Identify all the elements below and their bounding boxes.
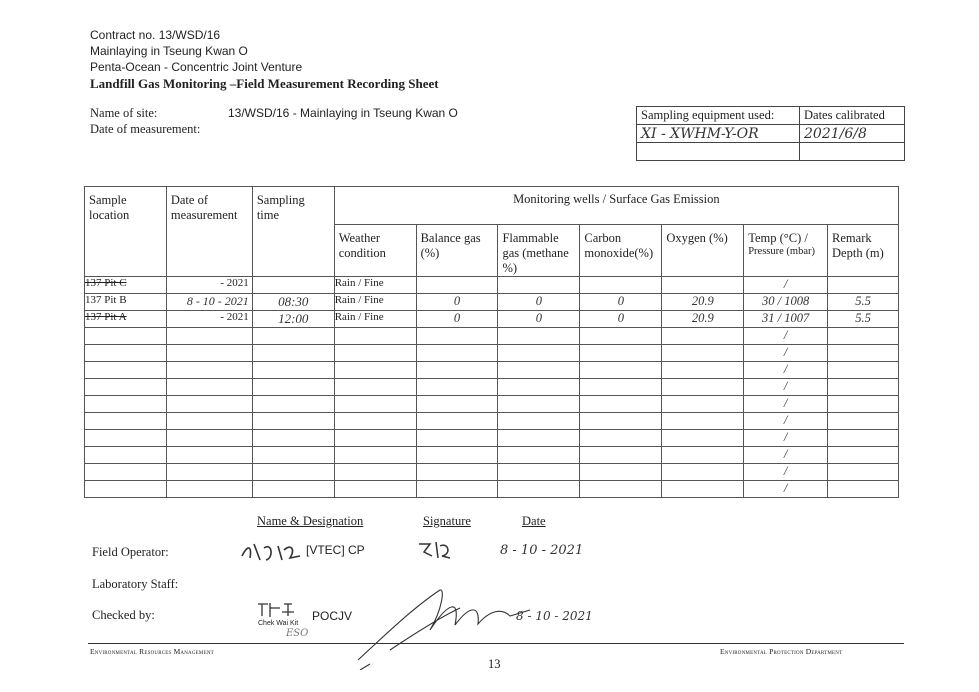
equipment-empty-cell xyxy=(637,143,800,161)
empty-cell xyxy=(334,413,416,430)
empty-cell xyxy=(498,379,580,396)
row-time xyxy=(252,277,334,294)
row-temp-pressure: / xyxy=(744,362,828,379)
empty-cell xyxy=(580,379,662,396)
empty-cell xyxy=(662,362,744,379)
row-remark xyxy=(828,277,899,294)
row-location: 137 Pit A xyxy=(85,311,167,328)
empty-cell xyxy=(662,413,744,430)
empty-cell xyxy=(252,345,334,362)
checked-by-label: Checked by: xyxy=(92,608,155,622)
measurement-date-label: Date of measurement: xyxy=(90,122,201,136)
empty-cell xyxy=(416,345,498,362)
empty-row xyxy=(85,362,899,379)
row-temp-pressure: 31 / 1007 xyxy=(744,311,828,328)
empty-cell xyxy=(85,464,167,481)
equipment-header: Sampling equipment used: xyxy=(637,107,800,125)
empty-cell xyxy=(166,430,252,447)
empty-cell xyxy=(416,362,498,379)
empty-cell xyxy=(416,464,498,481)
empty-cell xyxy=(416,481,498,498)
empty-row xyxy=(85,345,899,362)
header-date-of-measurement: Date of measurement xyxy=(166,187,252,277)
laboratory-staff-label: Laboratory Staff: xyxy=(92,577,179,591)
page-number: 13 xyxy=(488,657,501,671)
empty-cell xyxy=(252,328,334,345)
header-flammable-gas: Flammable gas (methane %) xyxy=(498,225,580,277)
empty-cell xyxy=(252,464,334,481)
empty-row xyxy=(85,328,899,345)
checked-by-chinese-name xyxy=(256,600,296,620)
empty-cell xyxy=(85,481,167,498)
empty-cell xyxy=(580,464,662,481)
empty-cell xyxy=(166,379,252,396)
row-temp-pressure: / xyxy=(744,277,828,294)
row-oxygen: 20.9 xyxy=(662,311,744,328)
row-flammable: 0 xyxy=(498,311,580,328)
empty-cell xyxy=(252,430,334,447)
empty-cell xyxy=(252,362,334,379)
row-temp-pressure: / xyxy=(744,345,828,362)
empty-cell xyxy=(662,345,744,362)
row-oxygen xyxy=(662,277,744,294)
empty-cell xyxy=(334,481,416,498)
empty-cell xyxy=(85,413,167,430)
header-temp-pressure xyxy=(744,225,828,277)
header-remark-depth xyxy=(828,225,899,277)
empty-cell xyxy=(252,396,334,413)
empty-cell xyxy=(580,430,662,447)
page-title: Landfill Gas Monitoring –Field Measurement Recording Sheet xyxy=(90,76,439,91)
row-remark: 5.5 xyxy=(828,311,899,328)
signature-heading: Signature xyxy=(423,514,471,528)
empty-cell xyxy=(252,447,334,464)
row-flammable: 0 xyxy=(498,294,580,311)
row-balance: 0 xyxy=(416,294,498,311)
header-monitoring-group: Monitoring wells / Surface Gas Emission xyxy=(334,187,898,225)
checked-by-organisation: POCJV xyxy=(312,609,353,623)
empty-cell xyxy=(828,430,899,447)
empty-row xyxy=(85,379,899,396)
empty-cell xyxy=(828,345,899,362)
empty-cell xyxy=(662,396,744,413)
empty-row xyxy=(85,413,899,430)
field-operator-label: Field Operator: xyxy=(92,545,169,559)
empty-cell xyxy=(580,413,662,430)
name-designation-heading: Name & Designation xyxy=(257,514,364,528)
empty-cell xyxy=(828,464,899,481)
date-heading: Date xyxy=(522,514,546,528)
empty-cell xyxy=(828,413,899,430)
row-temp-pressure: / xyxy=(744,447,828,464)
empty-cell xyxy=(498,345,580,362)
empty-cell xyxy=(334,430,416,447)
equipment-table xyxy=(636,106,905,161)
field-operator-handwritten-name xyxy=(238,538,306,564)
empty-cell xyxy=(334,379,416,396)
calibrated-header: Dates calibrated xyxy=(800,107,905,125)
header-remark: Remark xyxy=(832,231,872,245)
empty-cell xyxy=(416,430,498,447)
empty-cell xyxy=(580,481,662,498)
field-operator-signature xyxy=(416,538,456,562)
empty-cell xyxy=(662,328,744,345)
checked-by-english-name: Chek Wai Kit xyxy=(258,620,299,627)
row-co xyxy=(580,277,662,294)
measurement-table xyxy=(84,186,899,498)
empty-cell xyxy=(166,413,252,430)
empty-row xyxy=(85,396,899,413)
empty-cell xyxy=(85,379,167,396)
empty-cell xyxy=(580,328,662,345)
empty-cell xyxy=(828,447,899,464)
empty-cell xyxy=(252,413,334,430)
row-temp-pressure: / xyxy=(744,328,828,345)
header-balance-gas: Balance gas (%) xyxy=(416,225,498,277)
empty-cell xyxy=(498,481,580,498)
footer-right: Environmental Protection Department xyxy=(720,647,843,656)
row-date: - 2021 xyxy=(166,311,252,328)
empty-cell xyxy=(334,362,416,379)
empty-cell xyxy=(498,362,580,379)
empty-cell xyxy=(334,345,416,362)
table-row xyxy=(85,311,899,328)
empty-cell xyxy=(828,328,899,345)
field-operator-designation: [VTEC] CP xyxy=(306,543,365,557)
empty-cell xyxy=(498,396,580,413)
empty-cell xyxy=(166,396,252,413)
empty-cell xyxy=(334,464,416,481)
empty-cell xyxy=(580,396,662,413)
row-flammable xyxy=(498,277,580,294)
empty-row xyxy=(85,481,899,498)
header-depth: Depth (m) xyxy=(832,246,884,260)
header-oxygen: Oxygen (%) xyxy=(662,225,744,277)
empty-cell xyxy=(166,362,252,379)
row-temp-pressure: / xyxy=(744,464,828,481)
empty-cell xyxy=(416,396,498,413)
row-temp-pressure: / xyxy=(744,396,828,413)
row-weather: Rain / Fine xyxy=(334,311,416,328)
empty-cell xyxy=(334,328,416,345)
row-balance xyxy=(416,277,498,294)
empty-cell xyxy=(662,464,744,481)
empty-cell xyxy=(416,447,498,464)
row-co: 0 xyxy=(580,311,662,328)
empty-cell xyxy=(85,328,167,345)
empty-cell xyxy=(828,396,899,413)
empty-cell xyxy=(416,328,498,345)
empty-cell xyxy=(166,464,252,481)
empty-cell xyxy=(85,430,167,447)
site-name-label: Name of site: xyxy=(90,106,158,120)
empty-cell xyxy=(828,362,899,379)
empty-cell xyxy=(166,328,252,345)
contract-number: Contract no. 13/WSD/16 xyxy=(90,28,221,42)
empty-cell xyxy=(252,481,334,498)
empty-cell xyxy=(662,430,744,447)
row-remark: 5.5 xyxy=(828,294,899,311)
header-sample-location: Sample location xyxy=(85,187,167,277)
row-temp-pressure: 30 / 1008 xyxy=(744,294,828,311)
header-sampling-time: Sampling time xyxy=(252,187,334,277)
empty-cell xyxy=(828,481,899,498)
row-oxygen: 20.9 xyxy=(662,294,744,311)
contractor-name: Penta-Ocean - Concentric Joint Venture xyxy=(90,60,303,74)
row-weather: Rain / Fine xyxy=(334,277,416,294)
empty-cell xyxy=(498,328,580,345)
calibrated-value: 2021/6/8 xyxy=(800,125,905,143)
header-weather: Weather condition xyxy=(334,225,416,277)
row-location: 137 Pit C xyxy=(85,277,167,294)
empty-cell xyxy=(662,481,744,498)
checked-by-signature xyxy=(350,580,540,670)
row-balance: 0 xyxy=(416,311,498,328)
row-temp-pressure: / xyxy=(744,481,828,498)
row-time: 12:00 xyxy=(252,311,334,328)
footer-rule xyxy=(88,643,904,644)
empty-cell xyxy=(498,413,580,430)
footer-left: Environmental Resources Management xyxy=(90,647,214,656)
row-temp-pressure: / xyxy=(744,430,828,447)
row-weather: Rain / Fine xyxy=(334,294,416,311)
table-row xyxy=(85,294,899,311)
empty-row xyxy=(85,464,899,481)
equipment-value: XI - XWHM-Y-OR xyxy=(637,125,800,143)
table-row xyxy=(85,277,899,294)
empty-cell xyxy=(416,413,498,430)
checked-by-date: 8 - 10 - 2021 xyxy=(516,609,593,623)
empty-cell xyxy=(334,396,416,413)
row-co: 0 xyxy=(580,294,662,311)
empty-cell xyxy=(166,447,252,464)
calibrated-empty-cell xyxy=(800,143,905,161)
empty-cell xyxy=(580,345,662,362)
empty-cell xyxy=(85,396,167,413)
empty-cell xyxy=(580,362,662,379)
empty-cell xyxy=(85,447,167,464)
empty-cell xyxy=(252,379,334,396)
empty-cell xyxy=(498,430,580,447)
header-temp: Temp (°C) / xyxy=(748,231,808,245)
empty-cell xyxy=(662,379,744,396)
checked-by-note: ESO xyxy=(286,628,309,639)
empty-cell xyxy=(416,379,498,396)
empty-cell xyxy=(828,379,899,396)
empty-cell xyxy=(85,345,167,362)
row-date: 8 - 10 - 2021 xyxy=(166,294,252,311)
empty-cell xyxy=(662,447,744,464)
row-temp-pressure: / xyxy=(744,413,828,430)
empty-cell xyxy=(334,447,416,464)
site-name-value: 13/WSD/16 - Mainlaying in Tseung Kwan O xyxy=(228,106,458,120)
empty-cell xyxy=(166,481,252,498)
empty-cell xyxy=(498,464,580,481)
row-location: 137 Pit B xyxy=(85,294,167,311)
header-carbon-monoxide: Carbon monoxide(%) xyxy=(580,225,662,277)
empty-row xyxy=(85,447,899,464)
row-temp-pressure: / xyxy=(744,379,828,396)
empty-cell xyxy=(580,447,662,464)
project-name: Mainlaying in Tseung Kwan O xyxy=(90,44,248,58)
empty-row xyxy=(85,430,899,447)
empty-cell xyxy=(166,345,252,362)
empty-cell xyxy=(498,447,580,464)
field-operator-date: 8 - 10 - 2021 xyxy=(500,543,584,558)
header-pressure: Pressure (mbar) xyxy=(748,246,815,257)
row-time: 08:30 xyxy=(252,294,334,311)
empty-cell xyxy=(85,362,167,379)
row-date: - 2021 xyxy=(166,277,252,294)
